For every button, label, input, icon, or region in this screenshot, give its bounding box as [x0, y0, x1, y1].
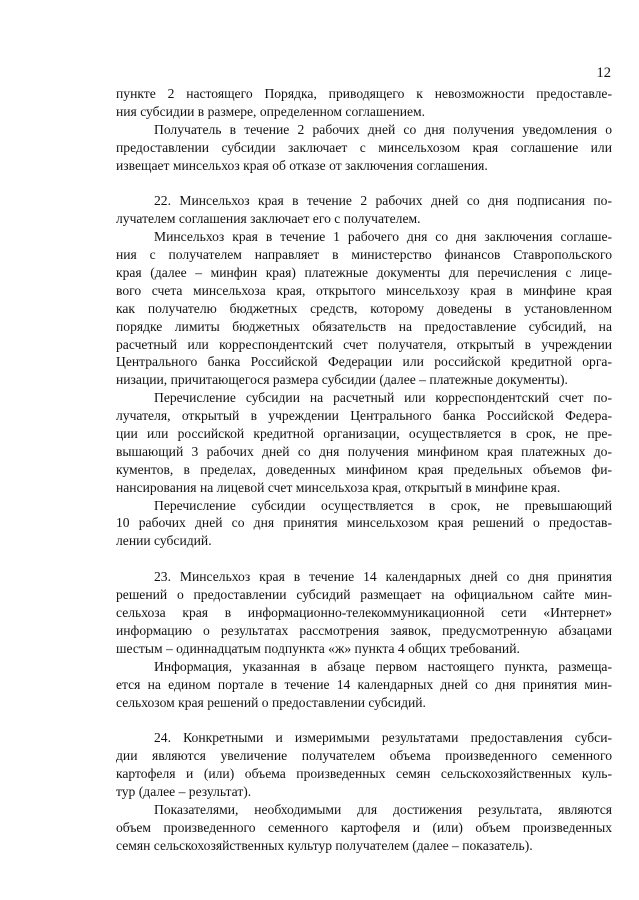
text-line: Центрального банка Российской Федерации или российской кредитной орга-: [116, 354, 612, 370]
text-line: извещает минсельхоз края об отказе от заключения соглашения.: [116, 157, 488, 173]
text-line: решений о предоставлении субсидий размещает на официальном сайте мин-: [116, 587, 612, 603]
text-line: 23. Минсельхоз края в течение 14 календарных дней со дня принятия: [154, 569, 612, 585]
text-line: 10 рабочих дней со дня принятия минсельхозом края решений о предостав-: [116, 515, 612, 531]
text-line: информацию о результатах рассмотрения заявок, предусмотренную абзацами: [116, 622, 612, 638]
text-line: сельхозом края решений о предоставлении субсидий.: [116, 694, 426, 710]
text-line: расчетный или корреспондентский счет получателя, открытый в учреждении: [116, 336, 612, 352]
text-line: лении субсидий.: [116, 533, 212, 549]
text-line: предоставлении субсидии заключает с минсельхозом края соглашение или: [116, 139, 612, 155]
text-line: Перечисление субсидии на расчетный или корреспондентский счет по-: [154, 390, 612, 406]
section-spacer: [116, 174, 612, 192]
text-line: края (далее – минфин края) платежные документы для перечисления с лице-: [116, 265, 612, 281]
text-line: ется на едином портале в течение 14 календарных дней со дня принятия мин-: [116, 676, 612, 692]
text-line: картофеля и (или) объема произведенных семян сельскохозяйственных куль-: [116, 766, 612, 782]
page-number: 12: [596, 65, 611, 81]
text-line: пункте 2 настоящего Порядка, приводящего к невозможности предоставле-: [116, 86, 612, 101]
text-line: низации, причитающегося размера субсидии (далее – платежные документы).: [116, 372, 568, 388]
text-line: лучателя, открытый в учреждении Центрального банка Российской Федера-: [116, 408, 612, 424]
text-line: семян сельскохозяйственных культур получателем (далее – показатель).: [116, 837, 533, 853]
text-line: ния с получателем направляет в министерство финансов Ставропольского: [116, 247, 612, 263]
text-line: объем произведенного семенного картофеля и (или) объем произведенных: [116, 819, 612, 835]
text-line: 24. Конкретными и измеримыми результатами предоставления субси-: [154, 730, 612, 746]
text-line: Получатель в течение 2 рабочих дней со дня получения уведомления о: [154, 121, 612, 137]
text-line: кументов, в пределах, доведенных минфином края предельных объемов фи-: [116, 461, 612, 477]
section-spacer: [116, 550, 612, 568]
text-line: нансирования на лицевой счет минсельхоза края, открытый в минфине края.: [116, 479, 561, 495]
text-line: Минсельхоз края в течение 1 рабочего дня со дня заключения соглаше-: [154, 229, 612, 245]
text-line: ции или российской кредитной организации, осуществляется в срок, не пре-: [116, 426, 612, 442]
document-body: [116, 85, 612, 855]
text-line: вышающий 3 рабочих дней со дня получения минфином края платежных до-: [116, 443, 612, 459]
text-line: тур (далее – результат).: [116, 784, 252, 800]
text-line: как получателю бюджетных средств, которому доведены в установленном: [116, 300, 612, 316]
text-line: лучателем соглашения заключает его с получателем.: [116, 211, 421, 227]
text-line: дии являются увеличение получателем объема произведенного семенного: [116, 748, 612, 764]
text-line: 22. Минсельхоз края в течение 2 рабочих дней со дня подписания по-: [154, 193, 612, 209]
text-line: вого счета минсельхоза края, открытого минсельхозу края в минфине края: [116, 282, 612, 298]
section-spacer: [116, 711, 612, 729]
text-line: сельхоза края в информационно-телекоммуникационной сети «Интернет»: [116, 605, 612, 621]
text-line: Перечисление субсидии осуществляется в срок, не превышающий: [154, 497, 612, 513]
text-line: Информация, указанная в абзаце первом настоящего пункта, размеща-: [154, 658, 612, 674]
text-line: ния субсидии в размере, определенном соглашением.: [116, 103, 426, 119]
text-line: шестым – одиннадцатым подпункта «ж» пункта 4 общих требований.: [116, 640, 520, 656]
text-line: Показателями, необходимыми для достижения результата, являются: [154, 801, 612, 817]
text-line: порядке лимиты бюджетных обязательств на предоставление субсидий, на: [116, 318, 612, 334]
